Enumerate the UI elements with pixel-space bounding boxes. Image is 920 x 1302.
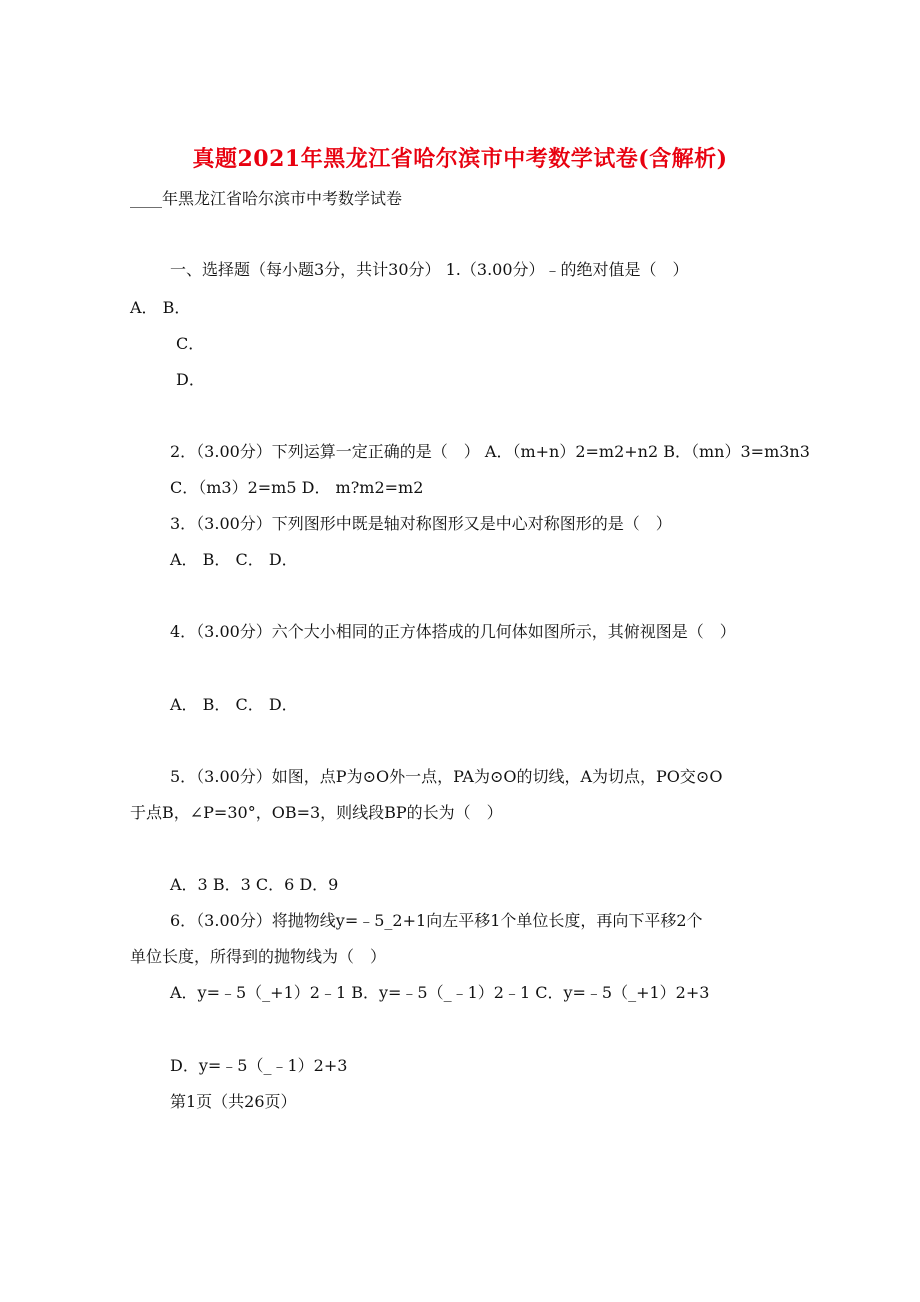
question-3-options: A． B． C． D． [170,550,298,569]
question-2-line-1: 2．（3.00分）下列运算一定正确的是（ ） A．（m+n）2=m2+n2 B．（mn）3=m3n3 [170,442,810,461]
question-2-line-2: C．（m3）2=m5 D． m?m2=m2 [170,478,424,497]
question-4: 4．（3.00分）六个大小相同的正方体搭成的几何体如图所示，其俯视图是（ ） [170,622,736,641]
question-6-line-2: 单位长度，所得到的抛物线为（ ） [130,947,387,966]
question-1-option-d: D． [176,370,205,389]
question-1-option-c: C． [176,334,205,353]
document-title: 真题2021年黑龙江省哈尔滨市中考数学试卷(含解析) [192,146,728,172]
question-5-line-1: 5．（3.00分）如图，点P为⊙O外一点，PA为⊙O的切线，A为切点，PO交⊙O [170,767,723,786]
question-3: 3．（3.00分）下列图形中既是轴对称图形又是中心对称图形的是（ ） [170,514,672,533]
question-5-line-2: 于点B，∠P=30°，OB=3，则线段BP的长为（ ） [130,803,503,822]
page-number: 第1页（共26页） [170,1092,297,1111]
document-subtitle: ____年黑龙江省哈尔滨市中考数学试卷 [130,189,403,208]
question-1-options-ab: A． B． [130,298,191,317]
question-4-options: A． B． C． D． [170,695,298,714]
question-1: 一、选择题（每小题3分，共计30分） 1.（3.00分）﹣的绝对值是（ ） [170,260,689,279]
question-6-option-d: D．y=﹣5（_﹣1）2+3 [170,1056,348,1075]
question-6-line-1: 6．（3.00分）将抛物线y=﹣5_2+1向左平移1个单位长度，再向下平移2个 [170,911,703,930]
question-6-options-abc: A．y=﹣5（_+1）2﹣1 B．y=﹣5（_﹣1）2﹣1 C．y=﹣5（_+1）2+3 [170,983,710,1002]
question-5-options: A．3 B．3 C．6 D．9 [170,875,339,894]
